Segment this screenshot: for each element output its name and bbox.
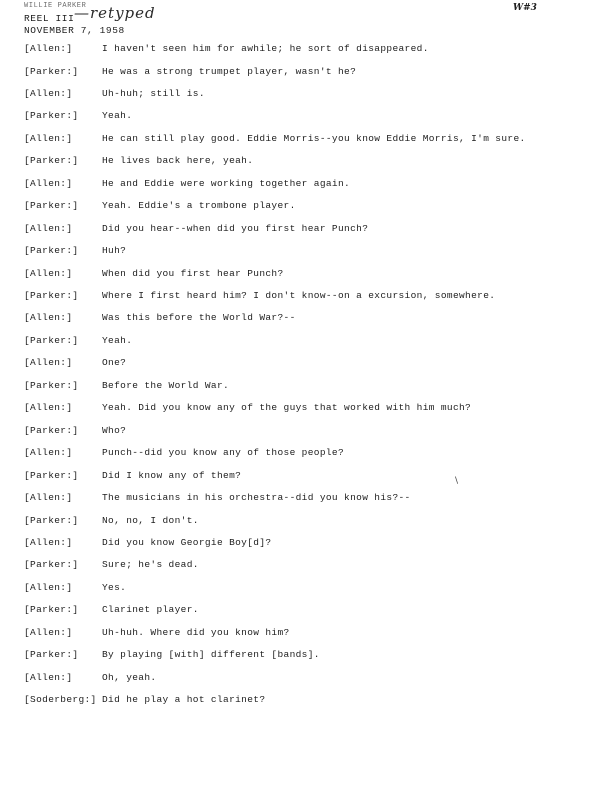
interview-date: NOVEMBER 7, 1958 bbox=[24, 25, 125, 36]
speech-text: Sure; he's dead. bbox=[102, 559, 199, 571]
speech-text: Yeah. bbox=[102, 110, 133, 122]
dialogue-turn bbox=[24, 515, 584, 533]
speaker-label: [Parker:] bbox=[24, 155, 79, 167]
speech-text: Who? bbox=[102, 424, 127, 436]
speaker-label: [Parker:] bbox=[24, 65, 79, 77]
speaker-label: [Allen:] bbox=[24, 536, 73, 548]
dialogue-turn bbox=[24, 582, 584, 600]
speaker-label: [Parker:] bbox=[24, 559, 79, 571]
speech-text: Did you know Georgie Boy[d]? bbox=[102, 536, 272, 548]
speaker-label: [Parker:] bbox=[24, 245, 79, 256]
speech-text: Yeah. bbox=[102, 334, 133, 346]
speaker-label: [Allen:] bbox=[24, 447, 73, 459]
handwritten-note: —retyped bbox=[74, 4, 156, 22]
speaker-label: [Parker:] bbox=[24, 200, 79, 212]
speech-text: One? bbox=[102, 357, 127, 369]
speaker-label: [Allen:] bbox=[24, 671, 73, 683]
speech-text: Uh-huh; still is. bbox=[102, 87, 205, 99]
reel-label: REEL III bbox=[24, 13, 75, 24]
speech-text: He and Eddie were working together again. bbox=[102, 177, 351, 189]
speech-text: Was this before the World War?-- bbox=[102, 312, 296, 324]
dialogue-turn bbox=[24, 110, 584, 128]
speaker-label: [Allen:] bbox=[24, 87, 73, 99]
speech-text: Did I know any of them? bbox=[102, 469, 242, 481]
dialogue-turn bbox=[24, 492, 584, 510]
speaker-label: [Parker:] bbox=[24, 334, 79, 346]
speaker-label: [Allen:] bbox=[24, 222, 73, 234]
stray-mark: \ bbox=[455, 476, 459, 486]
speech-text: Huh? bbox=[102, 245, 127, 256]
speaker-label: [Parker:] bbox=[24, 604, 79, 616]
dialogue-turn bbox=[24, 537, 584, 555]
dialogue-turn bbox=[24, 672, 584, 690]
speech-text: No, no, I don't. bbox=[102, 514, 199, 526]
speaker-label: [Soderberg:] bbox=[24, 694, 97, 705]
speech-text: By playing [with] different [bands]. bbox=[102, 649, 320, 661]
interviewee-name: WILLIE PARKER bbox=[24, 2, 87, 10]
speech-text: The musicians in his orchestra--did you know his?-- bbox=[102, 492, 411, 503]
speaker-label: [Allen:] bbox=[24, 132, 73, 144]
dialogue-turn bbox=[24, 402, 584, 420]
speech-text: Oh, yeah. bbox=[102, 671, 157, 683]
speech-text: He was a strong trumpet player, wasn't he? bbox=[102, 65, 357, 77]
speaker-label: [Allen:] bbox=[24, 357, 73, 369]
dialogue-turn bbox=[24, 470, 584, 488]
dialogue-turn bbox=[24, 627, 584, 645]
speech-text: Yeah. Did you know any of the guys that worked with him much? bbox=[102, 402, 472, 414]
speech-text: Uh-huh. Where did you know him? bbox=[102, 626, 290, 638]
speaker-label: [Parker:] bbox=[24, 110, 79, 122]
speaker-label: [Allen:] bbox=[24, 267, 73, 279]
dialogue-turn bbox=[24, 335, 584, 353]
dialogue-turn bbox=[24, 447, 584, 465]
dialogue-turn bbox=[24, 66, 584, 84]
dialogue-turn bbox=[24, 245, 584, 263]
speaker-label: [Allen:] bbox=[24, 492, 73, 503]
speaker-label: [Parker:] bbox=[24, 649, 79, 661]
speech-text: Punch--did you know any of those people? bbox=[102, 447, 345, 459]
dialogue-turn bbox=[24, 312, 584, 330]
speech-text: Before the World War. bbox=[102, 379, 230, 391]
dialogue-turn bbox=[24, 604, 584, 622]
speaker-label: [Parker:] bbox=[24, 469, 79, 481]
speech-text: I haven't seen him for awhile; he sort of disappeared. bbox=[102, 43, 429, 54]
speaker-label: [Allen:] bbox=[24, 402, 73, 414]
dialogue-turn bbox=[24, 178, 584, 196]
speech-text: Did he play a hot clarinet? bbox=[102, 694, 266, 705]
dialogue-turn bbox=[24, 380, 584, 398]
speaker-label: [Parker:] bbox=[24, 379, 79, 391]
dialogue-turn bbox=[24, 425, 584, 443]
dialogue-turn bbox=[24, 649, 584, 667]
speaker-label: [Allen:] bbox=[24, 312, 73, 324]
speaker-label: [Allen:] bbox=[24, 43, 73, 54]
dialogue-turn bbox=[24, 694, 584, 712]
speech-text: Yeah. Eddie's a trombone player. bbox=[102, 200, 296, 212]
speaker-label: [Allen:] bbox=[24, 581, 73, 593]
dialogue-turn bbox=[24, 559, 584, 577]
dialogue-turn bbox=[24, 43, 584, 61]
speech-text: When did you first hear Punch? bbox=[102, 267, 284, 279]
speaker-label: [Allen:] bbox=[24, 626, 73, 638]
dialogue-turn bbox=[24, 133, 584, 151]
dialogue-turn bbox=[24, 88, 584, 106]
dialogue-turn bbox=[24, 223, 584, 241]
page-number: W#3 bbox=[513, 3, 537, 13]
speaker-label: [Parker:] bbox=[24, 424, 79, 436]
dialogue-turn bbox=[24, 357, 584, 375]
speech-text: Yes. bbox=[102, 581, 127, 593]
speaker-label: [Parker:] bbox=[24, 289, 79, 301]
speaker-label: [Allen:] bbox=[24, 177, 73, 189]
speech-text: Did you hear--when did you first hear Punch? bbox=[102, 222, 369, 234]
dialogue-turn bbox=[24, 290, 584, 308]
speech-text: Where I first heard him? I don't know--on a excursion, somewhere. bbox=[102, 289, 496, 301]
dialogue-turn bbox=[24, 268, 584, 286]
dialogue-turn bbox=[24, 200, 584, 218]
speaker-label: [Parker:] bbox=[24, 514, 79, 526]
speech-text: He can still play good. Eddie Morris--you know Eddie Morris, I'm sure. bbox=[102, 132, 526, 144]
speech-text: Clarinet player. bbox=[102, 604, 199, 616]
speech-text: He lives back here, yeah. bbox=[102, 155, 254, 167]
dialogue-turn bbox=[24, 155, 584, 173]
